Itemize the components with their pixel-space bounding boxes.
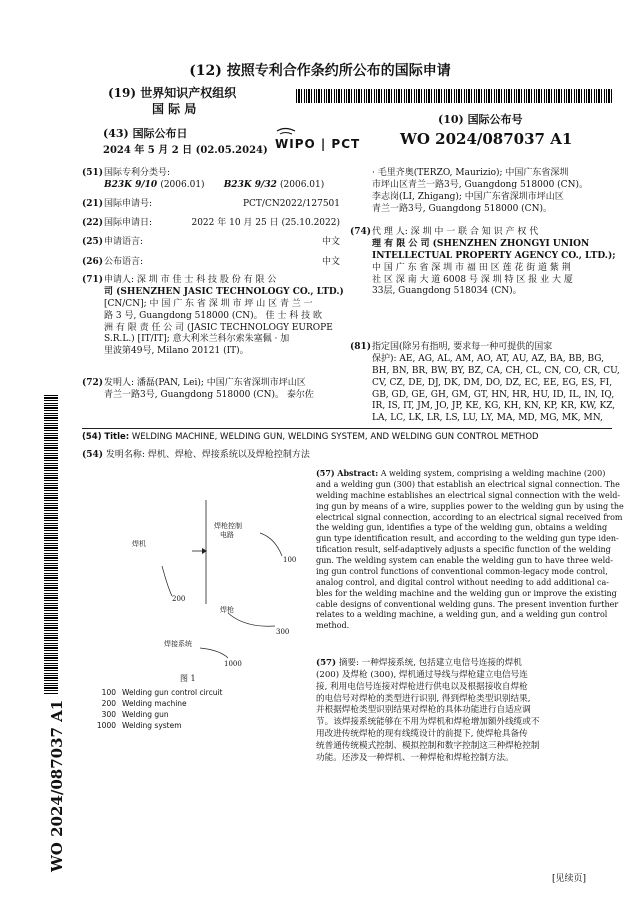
org-name: 世界知识产权组织	[140, 86, 237, 100]
figure-1	[110, 478, 310, 688]
fig-caption: 图 1	[180, 674, 196, 683]
side-barcode	[44, 395, 58, 695]
fig-label-1000: 1000	[224, 660, 242, 668]
legend-item: 1000 Welding system	[96, 720, 182, 730]
fig-leader-100	[260, 533, 282, 556]
fig-leader-200	[162, 566, 172, 596]
fig-label-gun: 焊枪	[220, 606, 234, 614]
fig-label-ctrl: 焊枪控制 电路	[214, 522, 242, 540]
abstract-cn: (57) 摘要: 一种焊接系统, 包括建立电信号连接的焊机 (200) 及焊枪 (300), 焊机通过导线与焊枪建立电信号连 接, 利用电信号连接对焊枪进行供电以及根据接收自焊枪 的电信号对焊枪的类型进行识别, 得到焊枪类型识别结果, 并根据焊枪类型识别结果对焊枪的具体功能进行自适应调 节。该焊接系统能够在不用为焊机和焊枪增加额外线缆或不 用改进传统焊枪的现有线缆设计的前提下, 使焊枪具备传 统普通传统模式控制、模拟控制和数字控制这三种焊枪控制 功能。还涉及一种焊机、一种焊枪和焊枪控制方法。	[316, 658, 540, 763]
fig-label-300: 300	[276, 628, 290, 636]
fig-leader-300	[228, 613, 275, 626]
pubno-value: WO 2024/087037 A1	[400, 129, 573, 148]
org-block	[108, 86, 258, 118]
org-code: (19)	[108, 86, 137, 100]
title-text: 按照专利合作条约所公布的国际申请	[226, 63, 451, 79]
app-no-field: (21) 国际申请号: PCT/CN2022/127501	[82, 199, 340, 209]
figure-legend	[92, 688, 222, 732]
document-title	[0, 62, 640, 80]
right-column: · 毛里齐奥(TERZO, Maurizio); 中国广东省深圳 市坪山区青兰一路3号, Guangdong 518000 (CN)。 李志岗(LI, Zhigang); 中国广东省深圳市坪山区 青兰一路3号, Guangdong 518000 (CN)。 (74) 代 理 人: 深 圳 中 一 联 合 知 识 产 权 代 理 有 限 公 司 (SHENZHEN ZHONGYI UNION INTELLECTUAL PROPERTY AGENCY CO., LTD.); 中 国 广 东 省 深 圳 市 福 田 区 莲 花 街 道 紫 荆 社 区 深 南 大 道 6008 号 深 圳 特 区 报 业 大 厦 33层, Guangdong 518034 (CN)。 (81) 指定国(除另有指明, 要求每一种可提供的国家 保护): AE, AG, AL, AM, AO, AT, AU, AZ, BA, BB, BG, BH, BN, BR, BW, BY, BZ, CA, CH, CL, CN, CO, CR, CU, CV, CZ, DE, DJ, DK, DM, DO, DZ, EC, EE, EG, ES, FI, GB, GD, GE, GH, GM, GT, HN, HR, HU, ID, IL, IN, IQ, IR, IS, IT, JM, JO, JP, KE, KG, KH, KN, KP, KR, KW, KZ, LA, LC, LK, LR, LS, LU, LY, MA, MD, MG, MK, MN,	[350, 168, 620, 424]
legend-item: 300 Welding gun	[101, 709, 169, 719]
title-en: (54) Title: WELDING MACHINE, WELDING GUN, WELDING SYSTEM, AND WELDING GUN CONTROL METHOD	[82, 432, 539, 442]
filing-lang-field: (25) 申请语言: 中文	[82, 237, 340, 247]
fig-leader-1000	[200, 648, 228, 658]
fig-label-system: 焊接系统	[164, 640, 192, 648]
pubdate-value: 2024 年 5 月 2 日 (02.05.2024)	[103, 144, 268, 156]
continued-note: [见续页]	[552, 874, 587, 884]
legend-item: 200 Welding machine	[101, 698, 187, 708]
inventor-continued: · 毛里齐奥(TERZO, Maurizio); 中国广东省深圳 市坪山区青兰一路3号, Guangdong 518000 (CN)。 李志岗(LI, Zhigang); 中国广东省深圳市坪山区 青兰一路3号, Guangdong 518000 (CN)。	[372, 168, 588, 214]
title-cn: (54) 发明名称: 焊机、焊枪、焊接系统以及焊枪控制方法	[82, 450, 310, 460]
fig-label-200: 200	[172, 595, 186, 603]
pub-lang-field: (26) 公布语言: 中文	[82, 257, 340, 267]
figure-drawing	[110, 478, 310, 688]
side-code: WO 2024/087037 A1	[48, 699, 67, 873]
fig-label-machine: 焊机	[132, 540, 146, 548]
org-bureau: 国 际 局	[152, 101, 197, 116]
top-barcode	[296, 89, 612, 103]
title-code: (12)	[189, 63, 222, 79]
pubdate-block: (43) 国际公布日 2024 年 5 月 2 日 (02.05.2024)	[103, 127, 273, 157]
left-column: (51) 国际专利分类号: B23K 9/10 (2006.01) B23K 9/32 (2006.01) (21) 国际申请号: PCT/CN2022/127501 (22) 国际申请日: 2022 年 10 月 25 日 (25.10.2022) (25) 申请语言: 中文 (26) 公布语言: 中文 (71) 申请人: 深 圳 市 佳 士 科 技 股 份 有 限 公 司 (SHENZHEN JASIC TECHNOLOGY CO., LTD.) [CN/CN]; 中 国 广 东 省 深 圳 市 坪 山 区 青 兰 一 路 3 号, Guangdong 518000 (CN)。 佳 士 科 技 欧 洲 有 限 责 任 公 司 (JASIC TECHNOLOGY EUROPE S.R.L.) [IT/IT]; 意大利米兰科尔索朱塞佩 · 加 里波第49号, Milano 20121 (IT)。 (72) 发明人: 潘磊(PAN, Lei); 中国广东省深圳市坪山区 青兰一路3号, Guangdong 518000 (CN)。 泰尔佐	[82, 168, 344, 400]
fig-label-100: 100	[283, 556, 297, 564]
wipo-pct-text: WIPO | PCT	[275, 137, 361, 151]
abstract-en: (57) Abstract: A welding system, comprising a welding machine (200) and a welding gun (300) that establish an electrical signal connection. The welding machine establishes an electrical signal connection with the weld- ing gun by means of a wire, supplies power to the welding gun by using the electrical signal connection, according to an electrical signal received from the welding gun, identifies a type of the welding gun, obtains a welding gun type identification result, and according to the welding gun type iden- tification result, self-adaptively adjusts a specific function of the welding gun. The welding system can enable the welding gun to have three weld- ing gun control functions of conventional common-legacy mode control, analog control, and digital control without needing to add additional ca- bles for the welding machine and the welding gun or improve the existing cable designs of conventional welding guns. The present invention further relates to a welding machine, a welding gun, and a welding gun control method.	[316, 468, 624, 631]
pubno-block: (10) 国际公布号 WO 2024/087037 A1	[400, 113, 620, 149]
wipo-logo	[275, 127, 375, 151]
legend-item: 100 Welding gun control circuit	[101, 688, 223, 697]
divider	[82, 428, 612, 429]
filing-date-field: (22) 国际申请日: 2022 年 10 月 25 日 (25.10.2022)	[82, 218, 340, 228]
